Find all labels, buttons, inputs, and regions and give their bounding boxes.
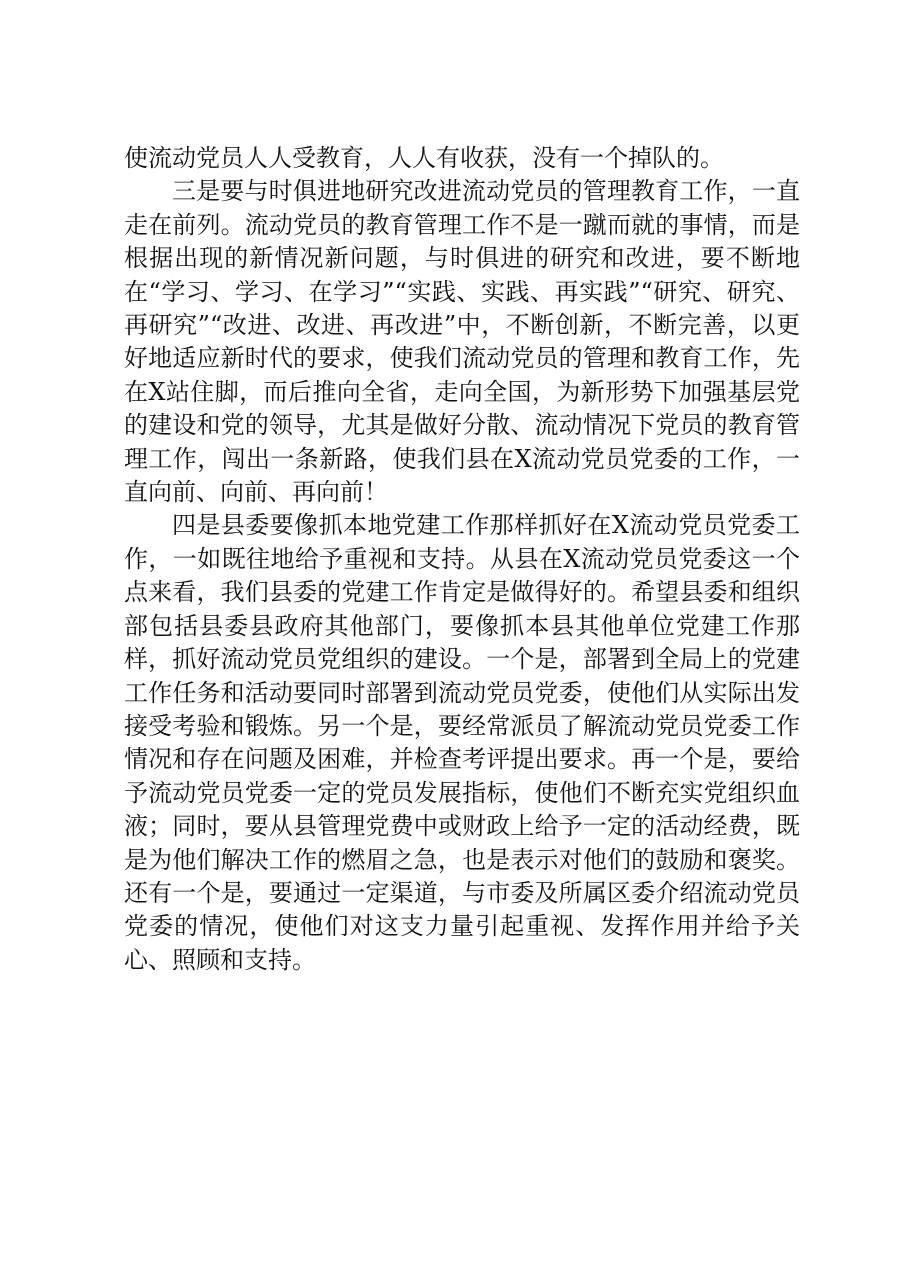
paragraph-continuation: 使流动党员人人受教育，人人有收获，没有一个掉队的。 — [124, 144, 724, 172]
document-body — [124, 142, 800, 977]
paragraph-point-three: 三是要与时俱进地研究改进流动党员的管理教育工作，一直走在前列。流动党员的教育管理工作不是一蹴而就的事情，而是根据出现的新情况新问题，与时俱进的研究和改进，要不断地在“学习、学习、在学习”“实践、实践、再实践”“研究、研究、再研究”“改进、改进、再改进”中，不断创新，不断完善，以更好地适应新时代的要求，使我们流动党员的管理和教育工作，先在X站住脚，而后推向全省，走向全国，为新形势下加强基层党的建设和党的领导，尤其是做好分散、流动情况下党员的教育管理工作，闯出一条新路，使我们县在X流动党员党委的工作，一直向前、向前、再向前！ — [124, 177, 800, 507]
paragraph-point-four: 四是县委要像抓本地党建工作那样抓好在X流动党员党委工作，一如既往地给予重视和支持。从县在X流动党员党委这一个点来看，我们县委的党建工作肯定是做得好的。希望县委和组织部包括县委县政府其他部门，要像抓本县其他单位党建工作那样，抓好流动党员党组织的建设。一个是，部署到全局上的党建工作任务和活动要同时部署到流动党员党委，使他们从实际出发接受考验和锻炼。另一个是，要经常派员了解流动党员党委工作情况和存在问题及困难，并检查考评提出要求。再一个是，要给予流动党员党委一定的党员发展指标，使他们不断充实党组织血液；同时，要从县管理党费中或财政上给予一定的活动经费，既是为他们解决工作的燃眉之急，也是表示对他们的鼓励和褒奖。还有一个是，要通过一定渠道，与市委及所属区委介绍流动党员党委的情况，使他们对这支力量引起重视、发挥作用并给予关心、照顾和支持。 — [124, 511, 800, 974]
